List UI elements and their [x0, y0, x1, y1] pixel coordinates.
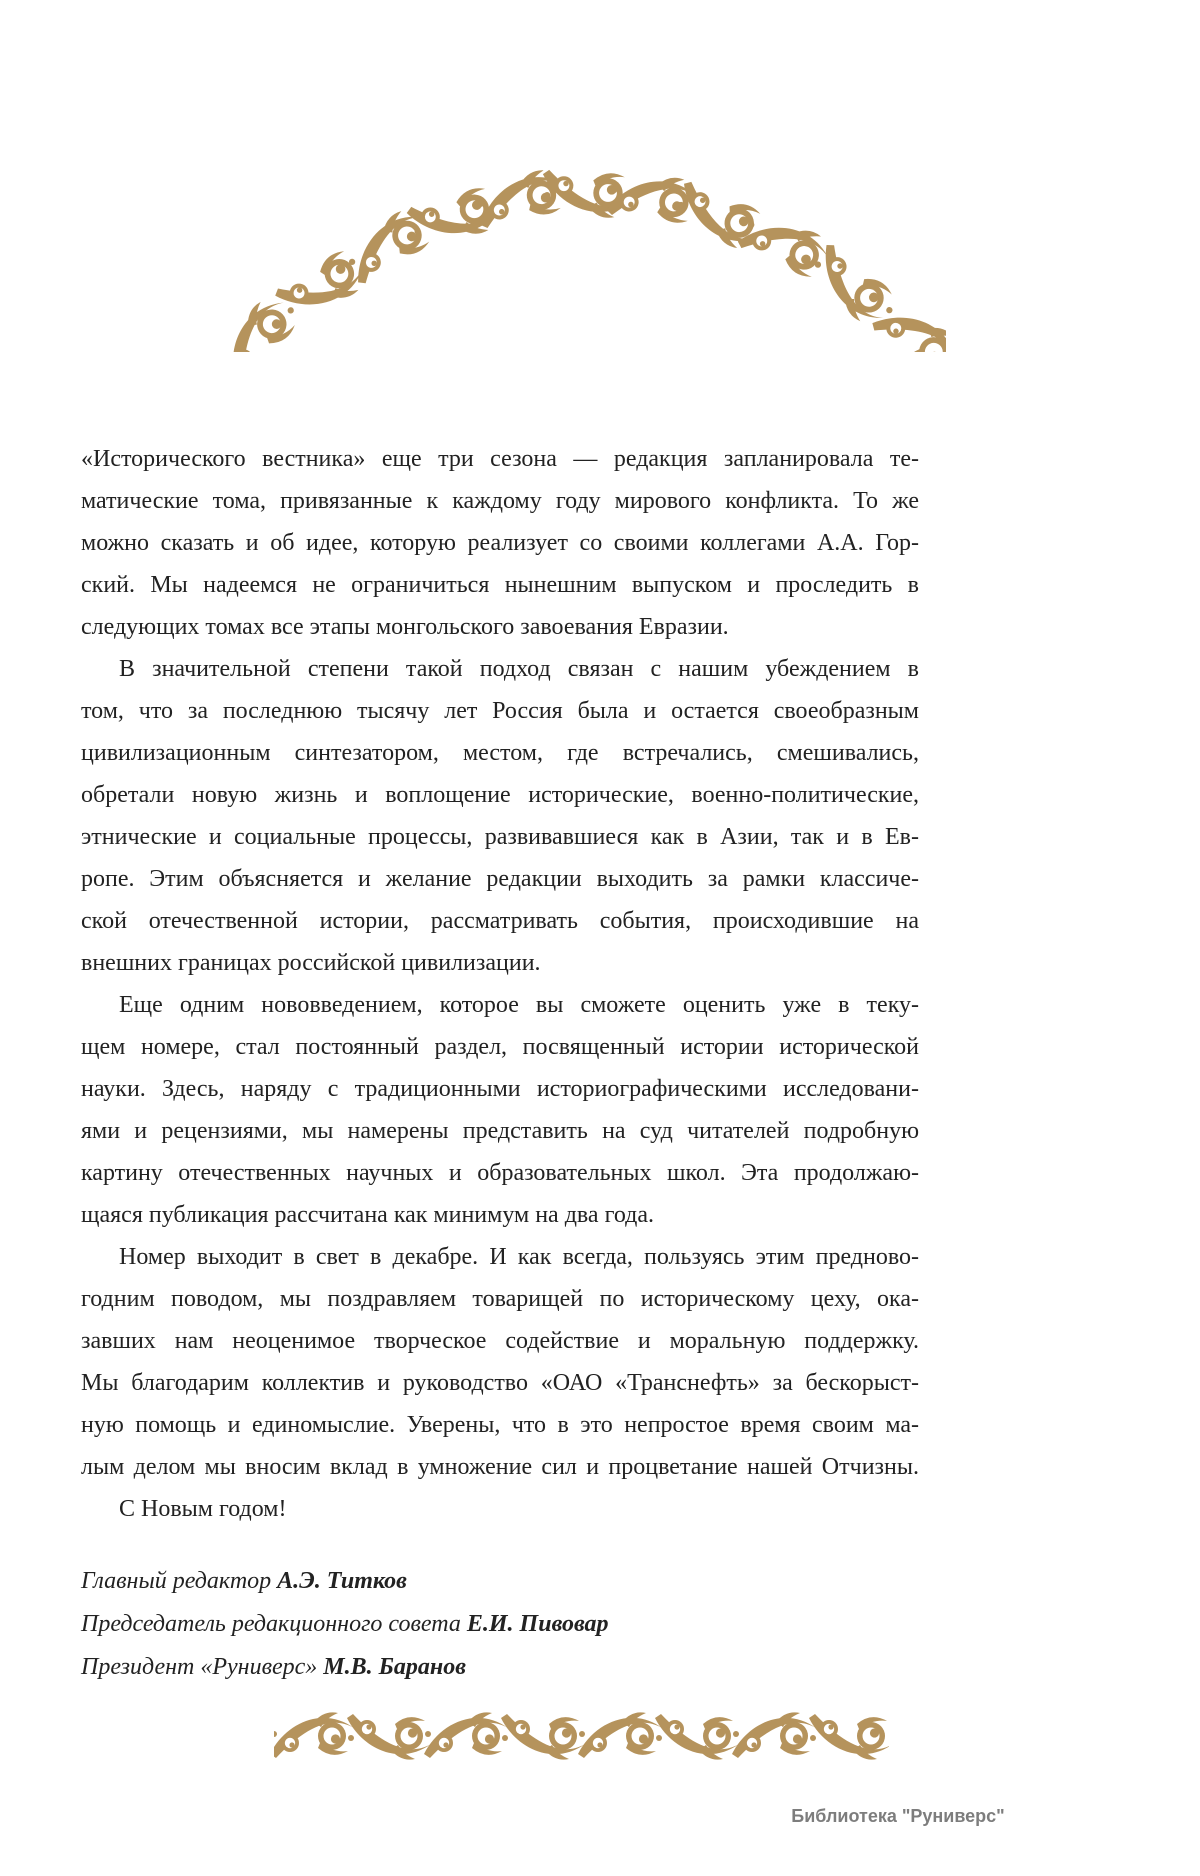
body-line: ской отечественной истории, рассматривать события, происходившие на — [81, 908, 919, 934]
body-line: следующих томах все этапы монгольского завоевания Евразии. — [81, 614, 729, 640]
body-line: матические тома, привязанные к каждому году мирового конфликта. То же — [81, 488, 919, 514]
signature-name: М.В. Баранов — [323, 1654, 466, 1680]
body-line-greeting: С Новым годом! — [119, 1496, 287, 1522]
body-line: обретали новую жизнь и воплощение исторические, военно-политические, — [81, 782, 919, 808]
scroll-arc-graphic — [228, 140, 946, 352]
signature-editor — [81, 1560, 981, 1603]
library-watermark: Библиотека "Руниверс" — [791, 1806, 1005, 1826]
body-line: науки. Здесь, наряду с традиционными историографическими исследовани- — [81, 1076, 919, 1102]
top-arc-ornament — [228, 140, 946, 352]
body-line: внешних границах российской цивилизации. — [81, 950, 541, 976]
body-line: ропе. Этим объясняется и желание редакции выходить за рамки классиче- — [81, 866, 919, 892]
body-text — [81, 438, 919, 1530]
signature-role: Президент «Руниверс» — [81, 1654, 318, 1680]
body-line: щаяся публикация рассчитана как минимум на два года. — [81, 1202, 654, 1228]
signature-name: А.Э. Титков — [277, 1568, 407, 1594]
signature-president — [81, 1646, 981, 1689]
body-line: годним поводом, мы поздравляем товарищей по историческому цеху, ока- — [81, 1286, 919, 1312]
signature-chairman — [81, 1603, 981, 1646]
body-line: Номер выходит в свет в декабре. И как всегда, пользуясь этим предново- — [119, 1244, 919, 1270]
body-line: можно сказать и об идее, которую реализует со своими коллегами А.А. Гор- — [81, 530, 919, 556]
signature-block — [81, 1560, 981, 1689]
signature-name: Е.И. Пивовар — [466, 1611, 609, 1637]
body-line: Еще одним нововведением, которое вы сможете оценить уже в теку- — [119, 992, 919, 1018]
body-line: картину отечественных научных и образовательных школ. Эта продолжаю- — [81, 1160, 919, 1186]
body-line: ями и рецензиями, мы намерены представить на суд читателей подробную — [81, 1118, 919, 1144]
body-line: завших нам неоценимое творческое содействие и моральную поддержку. — [81, 1328, 919, 1354]
signature-role: Главный редактор — [81, 1568, 272, 1594]
body-line: ский. Мы надеемся не ограничиться нынешним выпуском и проследить в — [81, 572, 919, 598]
scroll-band-graphic — [274, 1710, 889, 1762]
body-line: лым делом мы вносим вклад в умножение сил и процветание нашей Отчизны. — [81, 1454, 919, 1480]
body-line: цивилизационным синтезатором, местом, где встречались, смешивались, — [81, 740, 919, 766]
body-line: щем номере, стал постоянный раздел, посвященный истории исторической — [81, 1034, 919, 1060]
bottom-band-ornament — [274, 1710, 889, 1762]
body-line: этнические и социальные процессы, развивавшиеся как в Азии, так и в Ев- — [81, 824, 919, 850]
body-line: Мы благодарим коллектив и руководство «ОАО «Транснефть» за бескорыст- — [81, 1370, 919, 1396]
signature-role: Председатель редакционного совета — [81, 1611, 461, 1637]
body-line: «Исторического вестника» еще три сезона — редакция запланировала те- — [81, 446, 919, 472]
body-line: том, что за последнюю тысячу лет Россия была и остается своеобразным — [81, 698, 919, 724]
body-line: ную помощь и единомыслие. Уверены, что в это непростое время своим ма- — [81, 1412, 919, 1438]
body-line: В значительной степени такой подход связан с нашим убеждением в — [119, 656, 919, 682]
